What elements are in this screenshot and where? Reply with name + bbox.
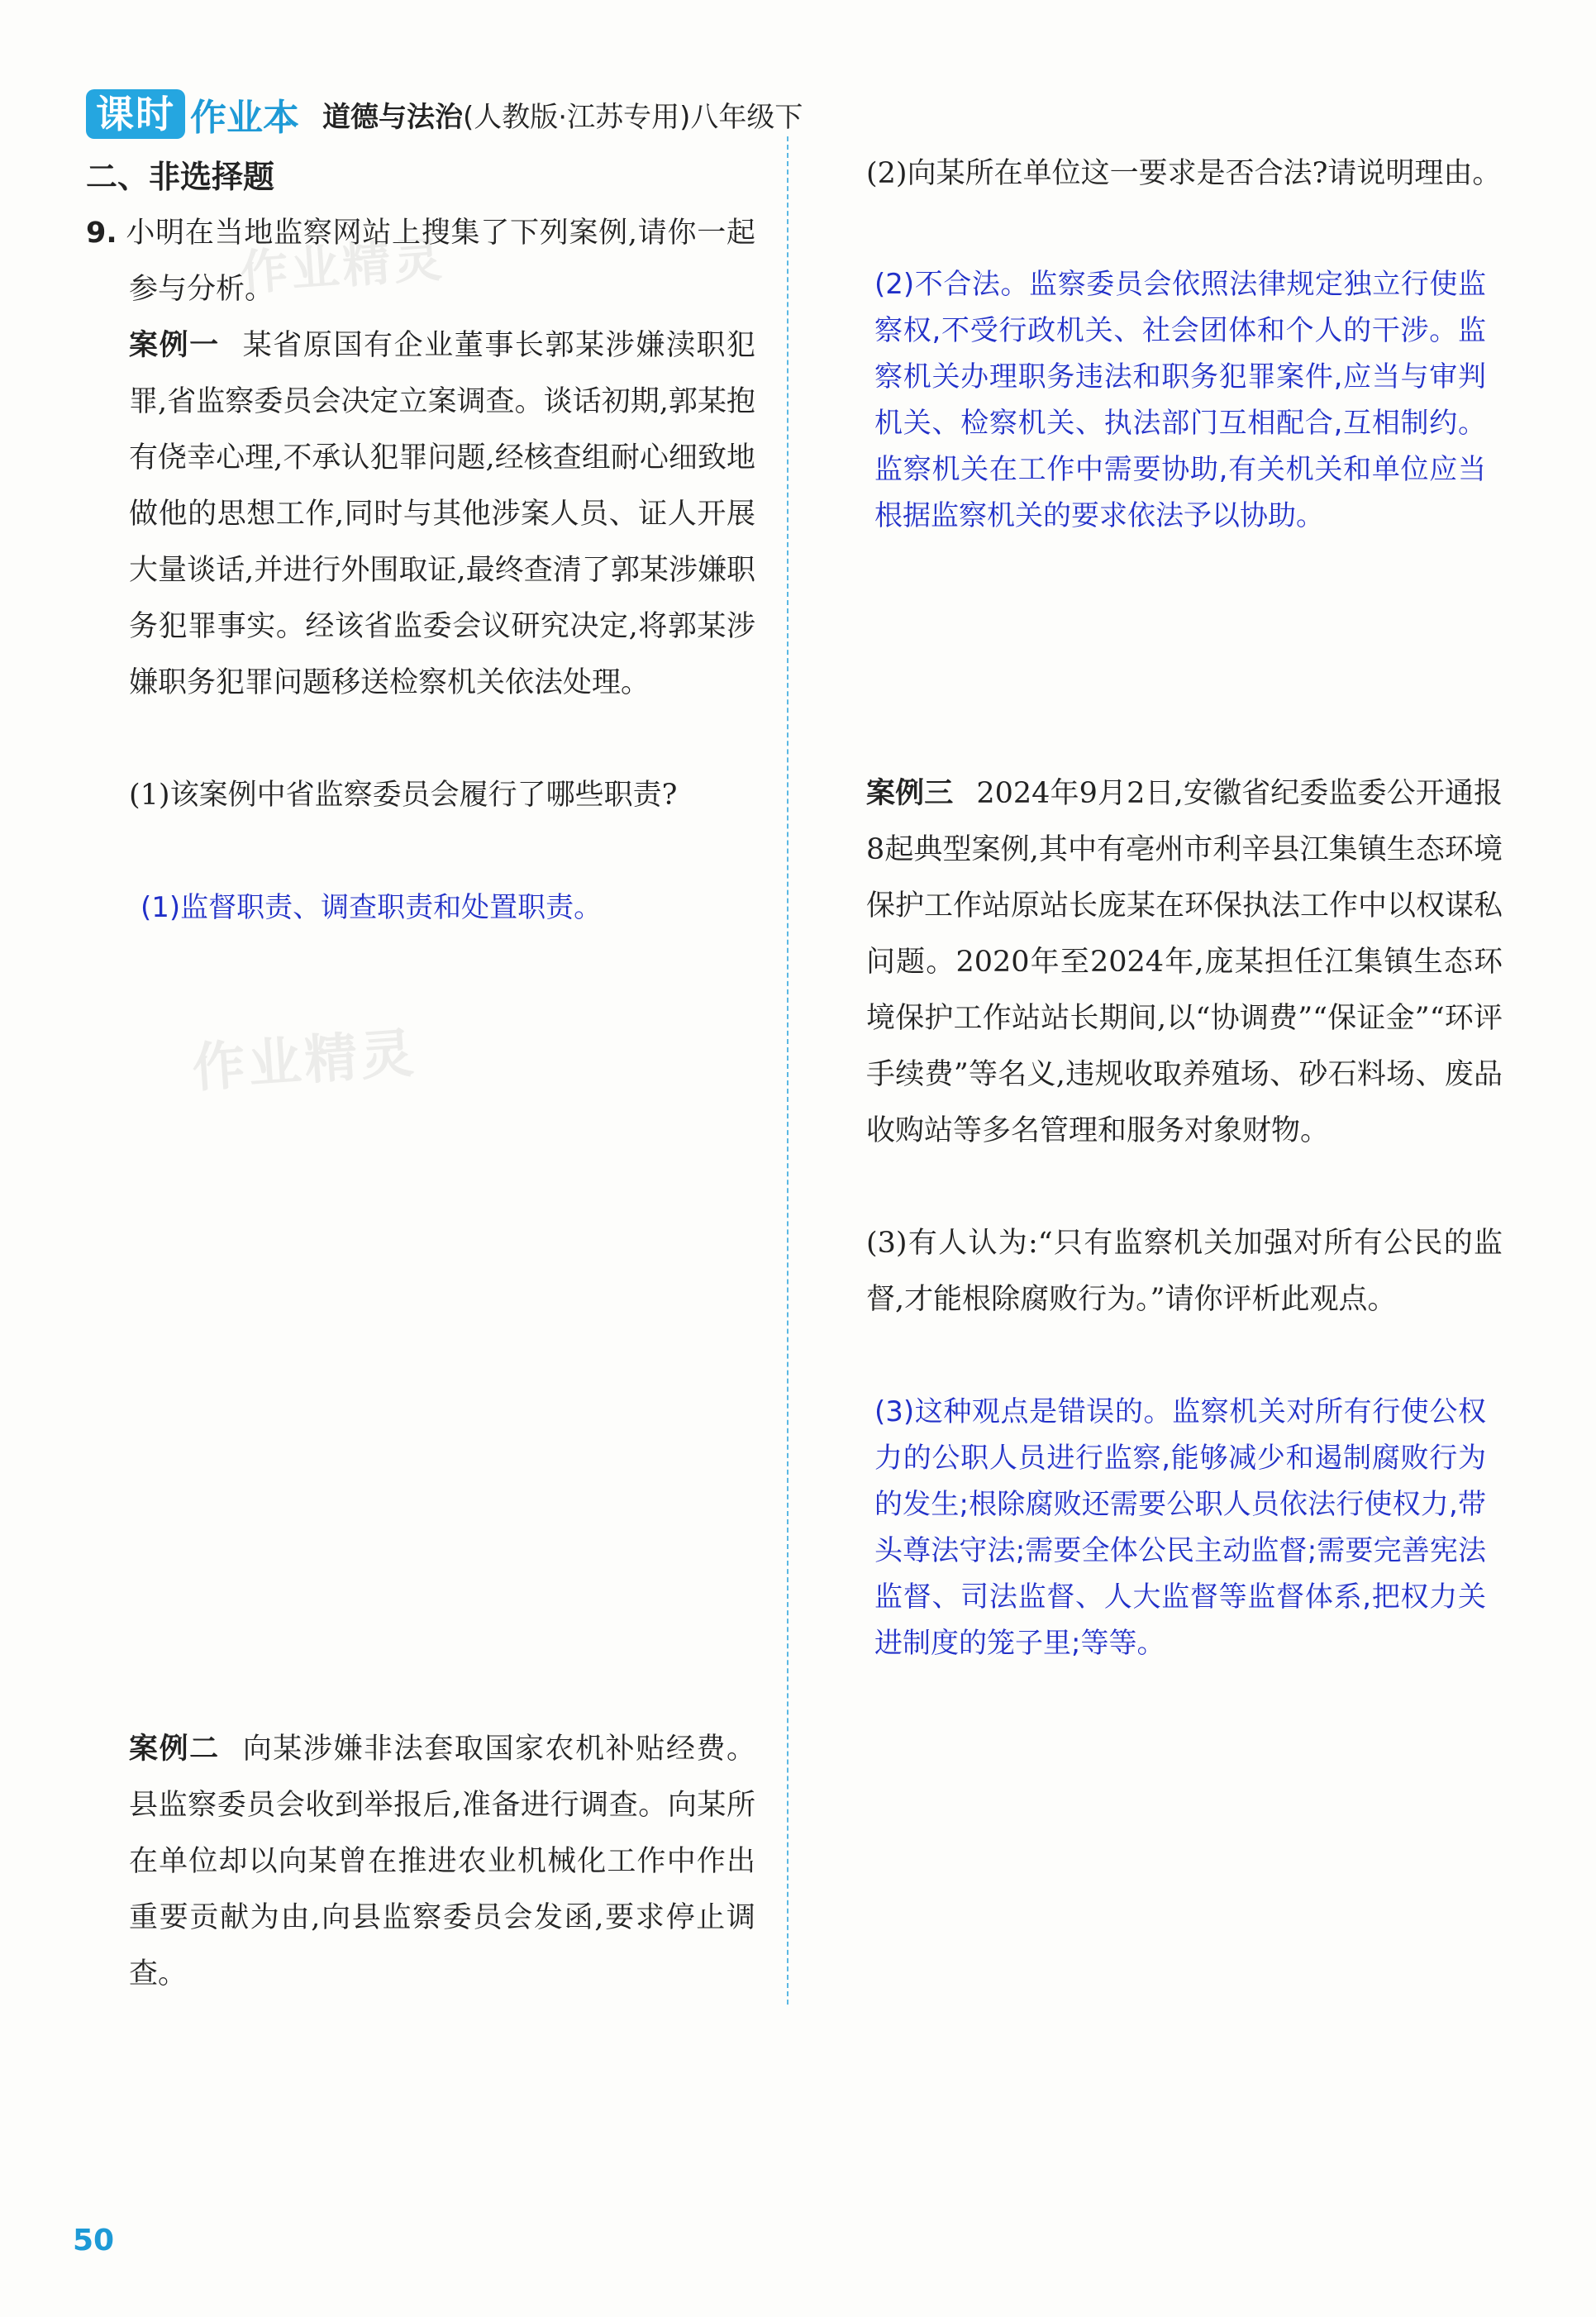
case-3-label: 案例三 [866,777,954,810]
question-number: 9. [86,217,117,250]
question-1 [86,767,755,823]
answer-3 [874,1389,1486,1666]
question-3-text: (3)有人认为:“只有监察机关加强对所有公民的监督,才能根除腐败行为。”请你评析此观点。 [866,1227,1503,1316]
answer-3-text: (3)这种观点是错误的。监察机关对所有行使公权力的公职人员进行监察,能够减少和遏制腐败行为的发生;根除腐败还需要公职人员依法行使权力,带头尊法守法;需要全体公民主动监督;需要完善宪法监督、司法监督、人大监督等监督体系,把权力关进制度的笼子里;等等。 [874,1395,1486,1660]
logo-suffix: 作业本 [190,97,299,139]
case-1 [86,317,755,711]
question-1-text: (1)该案例中省监察委员会履行了哪些职责? [129,779,678,812]
question-3 [866,1215,1503,1328]
case-1-label: 案例一 [129,329,220,362]
answer-2 [874,261,1486,539]
case-2-text: 向某涉嫌非法套取国家农机补贴经费。县监察委员会收到举报后,准备进行调查。向某所在单位却以向某曾在推进农业机械化工作中作出重要贡献为由,向县监察委员会发函,要求停止调查。 [129,1733,755,1990]
answer-1-text: (1)监督职责、调查职责和处置职责。 [141,891,603,924]
question-2 [866,145,1503,202]
section-title: 二、非选择题 [86,159,275,195]
question-intro-text: 小明在当地监察网站上搜集了下列案例,请你一起参与分析。 [125,217,755,306]
column-divider [787,136,788,2005]
question-2-text: (2)向某所在单位这一要求是否合法?请说明理由。 [866,157,1502,190]
case-1-text: 某省原国有企业董事长郭某涉嫌渎职犯罪,省监察委员会决定立案调查。谈话初期,郭某抱有侥幸心理,不承认犯罪问题,经核查组耐心细致地做他的思想工作,同时与其他涉案人员、证人开展大量谈话,并进行外围取证,最终查清了郭某涉嫌职务犯罪事实。经该省监委会议研究决定,将郭某涉嫌职务犯罪问题移送检察机关依法处理。 [129,329,755,699]
watermark: 作业精灵 [190,1023,419,1100]
page-number: 50 [73,2224,115,2257]
page-header [86,87,803,141]
answer-1 [141,884,752,931]
subject-title: 道德与法治 [322,100,463,134]
case-3 [866,765,1503,1159]
case-2 [86,1721,755,2002]
logo: 课时 [86,89,185,139]
watermark: 作业精灵 [238,231,447,302]
case-2-label: 案例二 [129,1733,220,1766]
case-3-text: 2024年9月2日,安徽省纪委监委公开通报8起典型案例,其中有亳州市利辛县江集镇生态环境保护工作站原站长庞某在环保执法工作中以权谋私问题。2020年至2024年,庞某担任江集镇生态环境保护工作站站长期间,以“协调费”“保证金”“环评手续费”等名义,违规收取养殖场、砂石料场、废品收购站等多名管理和服务对象财物。 [866,777,1503,1147]
answer-2-text: (2)不合法。监察委员会依照法律规定独立行使监察权,不受行政机关、社会团体和个人的干涉。监察机关办理职务违法和职务犯罪案件,应当与审判机关、检察机关、执法部门互相配合,互相制约。监察机关在工作中需要协助,有关机关和单位应当根据监察机关的要求依法予以协助。 [874,268,1486,532]
edition-label: (人教版·江苏专用)八年级下 [463,100,803,134]
